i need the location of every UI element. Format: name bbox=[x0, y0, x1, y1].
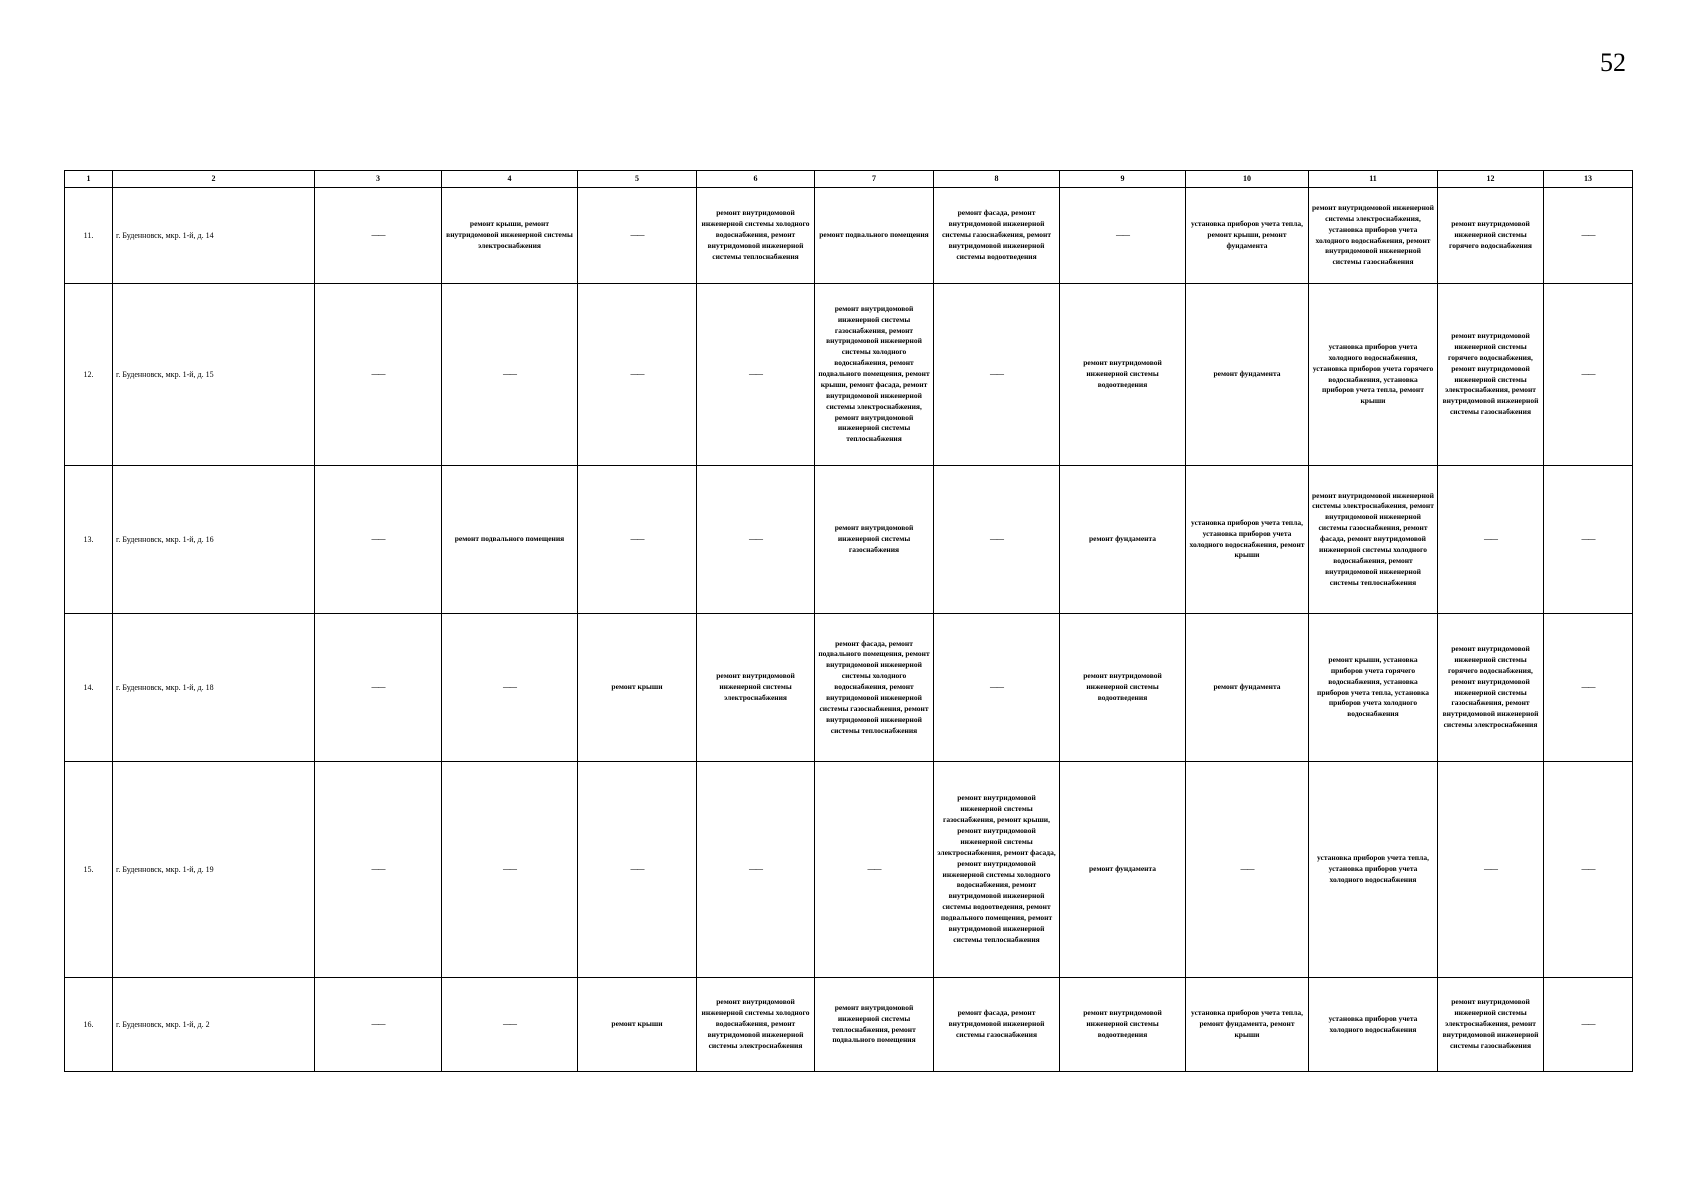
works-cell: ремонт фасада, ремонт подвального помещения, ремонт внутридомовой инженерной системы холодного водоснабжения, ремонт внутридомовой инженерной системы газоснабжения, ремонт внутридомовой инженерной системы теплоснабжения bbox=[815, 614, 934, 762]
table-row bbox=[65, 284, 1633, 466]
column-number-header: 13 bbox=[1544, 171, 1633, 188]
address-cell: г. Буденновск, мкр. 1-й, д. 14 bbox=[113, 188, 315, 284]
works-cell: ремонт внутридомовой инженерной системы газоснабжения bbox=[815, 466, 934, 614]
row-number: 11. bbox=[65, 188, 113, 284]
works-cell: —— bbox=[697, 762, 815, 978]
works-cell: —— bbox=[934, 614, 1060, 762]
column-number-header: 5 bbox=[578, 171, 697, 188]
works-cell: ремонт фасада, ремонт внутридомовой инженерной системы газоснабжения, ремонт внутридомовой инженерной системы водоотведения bbox=[934, 188, 1060, 284]
works-cell: —— bbox=[315, 188, 442, 284]
works-cell: ремонт фундамента bbox=[1060, 762, 1186, 978]
works-cell: —— bbox=[578, 188, 697, 284]
works-cell: —— bbox=[934, 284, 1060, 466]
works-cell: —— bbox=[442, 762, 578, 978]
column-number-header: 7 bbox=[815, 171, 934, 188]
works-cell: ремонт крыши bbox=[578, 614, 697, 762]
column-number-header: 11 bbox=[1309, 171, 1438, 188]
works-cell: установка приборов учета тепла, установка приборов учета холодного водоснабжения bbox=[1309, 762, 1438, 978]
works-cell: —— bbox=[1186, 762, 1309, 978]
works-cell: ремонт фасада, ремонт внутридомовой инженерной системы газоснабжения bbox=[934, 978, 1060, 1072]
works-cell: —— bbox=[1438, 762, 1544, 978]
works-cell: —— bbox=[315, 284, 442, 466]
works-cell: —— bbox=[1544, 978, 1633, 1072]
works-cell: ремонт крыши bbox=[578, 978, 697, 1072]
column-number-header: 4 bbox=[442, 171, 578, 188]
works-cell: —— bbox=[697, 466, 815, 614]
table-row bbox=[65, 614, 1633, 762]
works-cell: —— bbox=[1544, 284, 1633, 466]
works-cell: —— bbox=[578, 762, 697, 978]
works-cell: —— bbox=[1544, 614, 1633, 762]
works-cell: ремонт фундамента bbox=[1060, 466, 1186, 614]
column-number-header: 1 bbox=[65, 171, 113, 188]
page-number: 52 bbox=[1600, 48, 1626, 77]
works-cell: ремонт крыши, установка приборов учета горячего водоснабжения, установка приборов учета тепла, установка приборов учета холодного водоснабжения bbox=[1309, 614, 1438, 762]
works-cell: —— bbox=[442, 284, 578, 466]
works-cell: ремонт внутридомовой инженерной системы водоотведения bbox=[1060, 614, 1186, 762]
works-cell: установка приборов учета тепла, ремонт крыши, ремонт фундамента bbox=[1186, 188, 1309, 284]
works-cell: —— bbox=[1544, 188, 1633, 284]
address-cell: г. Буденновск, мкр. 1-й, д. 19 bbox=[113, 762, 315, 978]
works-cell: —— bbox=[1438, 466, 1544, 614]
works-cell: ремонт внутридомовой инженерной системы водоотведения bbox=[1060, 978, 1186, 1072]
works-cell: —— bbox=[442, 614, 578, 762]
row-number: 16. bbox=[65, 978, 113, 1072]
works-cell: —— bbox=[1060, 188, 1186, 284]
works-cell: ремонт внутридомовой инженерной системы теплоснабжения, ремонт подвального помещения bbox=[815, 978, 934, 1072]
works-cell: ремонт подвального помещения bbox=[815, 188, 934, 284]
column-number-header: 6 bbox=[697, 171, 815, 188]
column-number-header: 12 bbox=[1438, 171, 1544, 188]
works-cell: ремонт фундамента bbox=[1186, 614, 1309, 762]
works-cell: ремонт подвального помещения bbox=[442, 466, 578, 614]
row-number: 15. bbox=[65, 762, 113, 978]
works-cell: ремонт внутридомовой инженерной системы горячего водоснабжения, ремонт внутридомовой инженерной системы электроснабжения, ремонт внутридомовой инженерной системы газоснабжения bbox=[1438, 284, 1544, 466]
works-cell: ремонт внутридомовой инженерной системы горячего водоснабжения, ремонт внутридомовой инженерной системы газоснабжения, ремонт внутридомовой инженерной системы электроснабжения bbox=[1438, 614, 1544, 762]
works-cell: установка приборов учета холодного водоснабжения bbox=[1309, 978, 1438, 1072]
works-cell: ремонт внутридомовой инженерной системы холодного водоснабжения, ремонт внутридомовой инженерной системы электроснабжения bbox=[697, 978, 815, 1072]
repair-schedule-table bbox=[64, 170, 1633, 1072]
column-number-header: 3 bbox=[315, 171, 442, 188]
address-cell: г. Буденновск, мкр. 1-й, д. 2 bbox=[113, 978, 315, 1072]
row-number: 14. bbox=[65, 614, 113, 762]
works-cell: ремонт внутридомовой инженерной системы электроснабжения, ремонт внутридомовой инженерной системы газоснабжения bbox=[1438, 978, 1544, 1072]
works-cell: —— bbox=[315, 614, 442, 762]
works-cell: ремонт внутридомовой инженерной системы холодного водоснабжения, ремонт внутридомовой инженерной системы теплоснабжения bbox=[697, 188, 815, 284]
row-number: 12. bbox=[65, 284, 113, 466]
works-cell: ремонт внутридомовой инженерной системы электроснабжения bbox=[697, 614, 815, 762]
works-cell: ремонт внутридомовой инженерной системы водоотведения bbox=[1060, 284, 1186, 466]
works-cell: —— bbox=[315, 762, 442, 978]
works-cell: —— bbox=[934, 466, 1060, 614]
works-cell: ремонт внутридомовой инженерной системы электроснабжения, ремонт внутридомовой инженерной системы газоснабжения, ремонт фасада, ремонт внутридомовой инженерной системы холодного водоснабжения, ремонт внутридомовой инженерной системы теплоснабжения bbox=[1309, 466, 1438, 614]
row-number: 13. bbox=[65, 466, 113, 614]
table-row bbox=[65, 978, 1633, 1072]
works-cell: —— bbox=[578, 466, 697, 614]
works-cell: установка приборов учета холодного водоснабжения, установка приборов учета горячего водоснабжения, установка приборов учета тепла, ремонт крыши bbox=[1309, 284, 1438, 466]
works-cell: ремонт фундамента bbox=[1186, 284, 1309, 466]
works-cell: —— bbox=[1544, 762, 1633, 978]
works-cell: —— bbox=[815, 762, 934, 978]
column-number-header: 10 bbox=[1186, 171, 1309, 188]
works-cell: —— bbox=[315, 978, 442, 1072]
table-row bbox=[65, 188, 1633, 284]
column-number-header: 8 bbox=[934, 171, 1060, 188]
address-cell: г. Буденновск, мкр. 1-й, д. 16 bbox=[113, 466, 315, 614]
works-cell: ремонт внутридомовой инженерной системы газоснабжения, ремонт внутридомовой инженерной системы холодного водоснабжения, ремонт подвального помещения, ремонт крыши, ремонт фасада, ремонт внутридомовой инженерной системы электроснабжения, ремонт внутридомовой инженерной системы теплоснабжения bbox=[815, 284, 934, 466]
column-number-row bbox=[65, 171, 1633, 188]
works-cell: ремонт внутридомовой инженерной системы электроснабжения, установка приборов учета холодного водоснабжения, ремонт внутридомовой инженерной системы газоснабжения bbox=[1309, 188, 1438, 284]
works-cell: —— bbox=[697, 284, 815, 466]
address-cell: г. Буденновск, мкр. 1-й, д. 15 bbox=[113, 284, 315, 466]
works-cell: —— bbox=[442, 978, 578, 1072]
table-row bbox=[65, 762, 1633, 978]
works-cell: ремонт крыши, ремонт внутридомовой инженерной системы электроснабжения bbox=[442, 188, 578, 284]
works-cell: —— bbox=[1544, 466, 1633, 614]
works-cell: —— bbox=[578, 284, 697, 466]
works-cell: ремонт внутридомовой инженерной системы горячего водоснабжения bbox=[1438, 188, 1544, 284]
works-cell: ремонт внутридомовой инженерной системы газоснабжения, ремонт крыши, ремонт внутридомовой инженерной системы электроснабжения, ремонт фасада, ремонт внутридомовой инженерной системы холодного водоснабжения, ремонт внутридомовой инженерной системы водоотведения, ремонт подвального помещения, ремонт внутридомовой инженерной системы теплоснабжения bbox=[934, 762, 1060, 978]
address-cell: г. Буденновск, мкр. 1-й, д. 18 bbox=[113, 614, 315, 762]
works-cell: установка приборов учета тепла, ремонт фундамента, ремонт крыши bbox=[1186, 978, 1309, 1072]
column-number-header: 2 bbox=[113, 171, 315, 188]
works-cell: —— bbox=[315, 466, 442, 614]
works-cell: установка приборов учета тепла, установка приборов учета холодного водоснабжения, ремонт крыши bbox=[1186, 466, 1309, 614]
column-number-header: 9 bbox=[1060, 171, 1186, 188]
table-row bbox=[65, 466, 1633, 614]
